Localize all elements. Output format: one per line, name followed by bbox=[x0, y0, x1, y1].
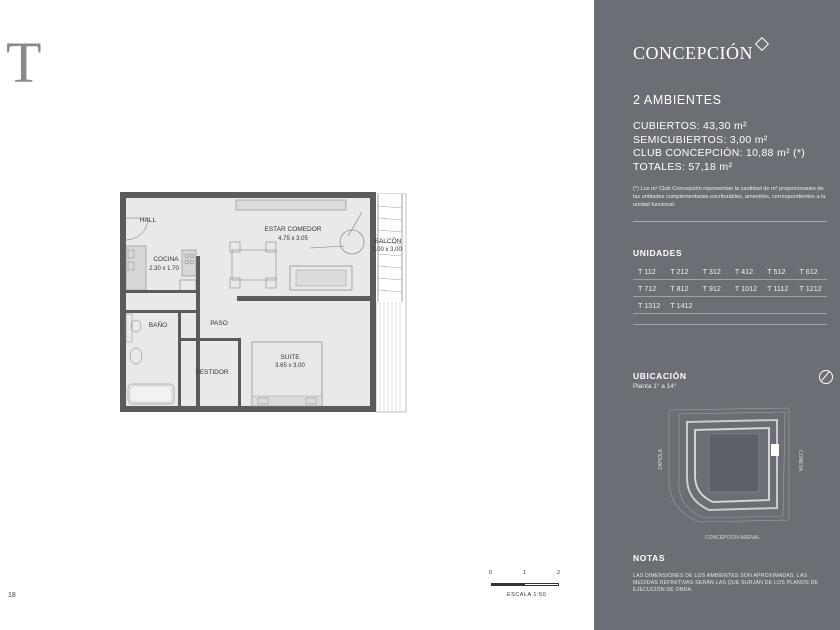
brand-name: CONCEPCIÓN bbox=[633, 43, 754, 63]
room-vestidor: VESTIDOR bbox=[195, 369, 229, 376]
divider bbox=[633, 221, 827, 222]
area-club: CLUB CONCEPCIÓN: 10,88 m² (*) bbox=[633, 147, 806, 159]
compass-icon bbox=[819, 370, 833, 384]
page-number: 18 bbox=[8, 592, 16, 599]
room-balcon-dim: 1.00 x 3.00 bbox=[372, 247, 402, 253]
unit-cell: T 712 bbox=[638, 283, 657, 293]
unit-cell: T 612 bbox=[799, 266, 818, 276]
street-conesa: CONESA bbox=[797, 450, 803, 472]
scale-tick-0: 0 bbox=[489, 570, 493, 576]
room-suite-dim: 3.65 x 3.00 bbox=[275, 363, 305, 369]
club-note: (*) Los m² Club Concepción representan la cantidad de m² proporcionales de las unidades complementarias escriturables, amenities, correspondientes a la unidad funcional. bbox=[633, 186, 826, 208]
room-paso: PASO bbox=[210, 320, 228, 327]
unit-cell: T 1312 bbox=[638, 300, 661, 310]
unit-cell: T 212 bbox=[670, 266, 689, 276]
units-row bbox=[633, 263, 827, 280]
ubicacion-title: UBICACIÓN bbox=[633, 371, 687, 381]
notas-title: NOTAS bbox=[633, 553, 666, 563]
unit-cell: T 812 bbox=[670, 283, 689, 293]
room-estar: ESTAR COMEDOR bbox=[264, 226, 322, 233]
notas-text: LAS DIMENSIONES DE LOS AMBIENTES SON APROXIMADAS. LAS MEDIDAS DEFINITIVAS SERÁN LAS QUE SURJAN DE LOS PLANOS DE EJECUCIÓN DE OBRA. bbox=[633, 573, 819, 593]
units-table bbox=[633, 263, 827, 325]
info-panel bbox=[594, 0, 840, 630]
scale-graphic bbox=[491, 583, 559, 586]
units-row bbox=[633, 314, 827, 325]
tower-letter: T bbox=[6, 30, 42, 95]
site-plan-drawing bbox=[659, 400, 819, 540]
room-bano: BAÑO bbox=[148, 322, 168, 329]
scale-bar bbox=[486, 567, 566, 603]
unit-type: 2 AMBIENTES bbox=[633, 93, 722, 107]
unit-cell: T 912 bbox=[702, 283, 721, 293]
area-cubiertos: CUBIERTOS: 43,30 m² bbox=[633, 120, 747, 132]
area-semicubiertos: SEMICUBIERTOS: 3,00 m² bbox=[633, 133, 768, 146]
planta-label: Planta 1° a 14° bbox=[633, 383, 677, 390]
areas-list bbox=[633, 120, 805, 174]
street-arenal: CONCEPCIÓN ARENAL bbox=[705, 535, 761, 541]
site-plan bbox=[659, 400, 819, 540]
brand-logo bbox=[633, 43, 763, 64]
room-hall: HALL bbox=[139, 217, 157, 224]
unit-cell: T 1012 bbox=[734, 283, 758, 293]
unit-cell: T 312 bbox=[702, 266, 721, 276]
unit-cell: T 1412 bbox=[670, 300, 693, 310]
diamond-icon bbox=[755, 37, 769, 51]
unidades-title: UNIDADES bbox=[633, 248, 683, 258]
unit-cell: T 1212 bbox=[799, 283, 822, 293]
scale-label: ESCALA 1:50 bbox=[507, 592, 547, 598]
unit-cell: T 1112 bbox=[767, 283, 789, 293]
units-row bbox=[633, 297, 827, 314]
area-totales: TOTALES: 57,18 m² bbox=[633, 160, 733, 173]
room-estar-dim: 4.75 x 3.05 bbox=[278, 236, 308, 242]
units-row bbox=[633, 280, 827, 297]
unit-cell: T 112 bbox=[638, 266, 656, 276]
floor-plan bbox=[112, 186, 432, 416]
street-zapiola: ZAPIOLA bbox=[658, 448, 664, 470]
unit-cell: T 512 bbox=[767, 266, 786, 276]
scale-tick-1: 1 bbox=[523, 570, 527, 576]
scale-tick-2: 2 bbox=[557, 570, 561, 576]
room-cocina: COCINA bbox=[153, 256, 179, 263]
room-balcon: BALCÓN bbox=[374, 238, 402, 245]
room-cocina-dim: 2.30 x 1.70 bbox=[149, 266, 179, 272]
room-suite: SUITE bbox=[280, 354, 300, 361]
unit-cell: T 412 bbox=[734, 266, 754, 276]
